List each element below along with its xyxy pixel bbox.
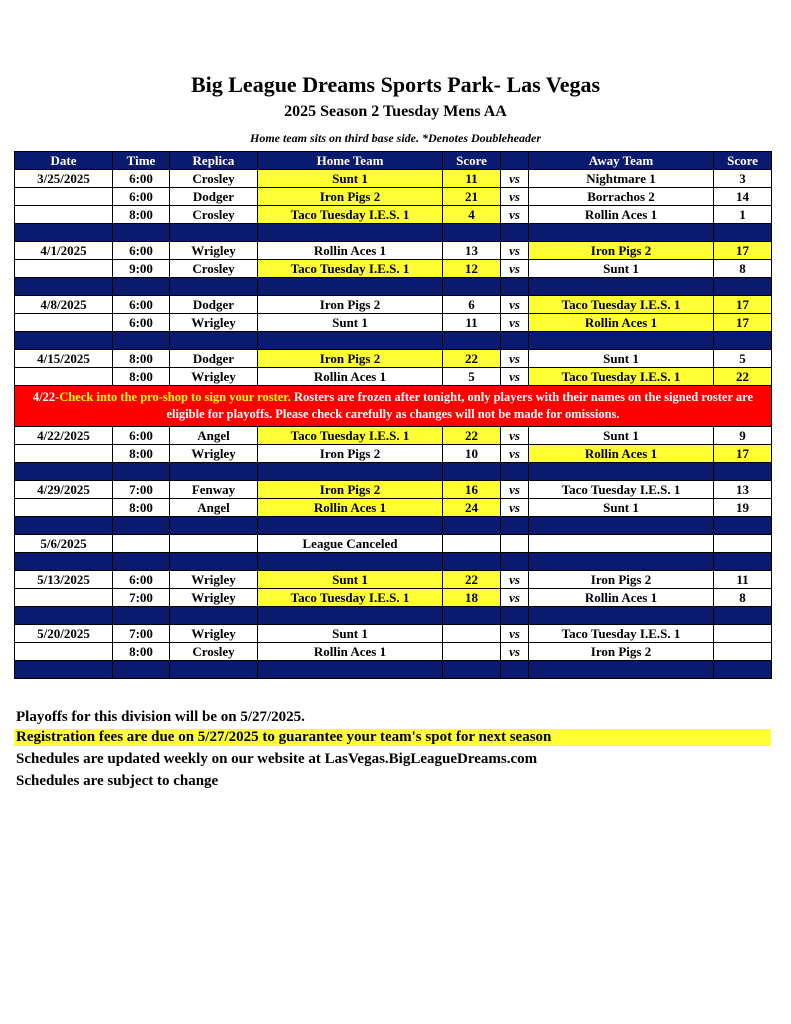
separator-cell — [501, 661, 529, 679]
separator-cell — [258, 517, 443, 535]
cell-vs: vs — [501, 350, 529, 368]
separator-cell — [258, 224, 443, 242]
cell-home-score — [443, 643, 501, 661]
cell-home-team: Rollin Aces 1 — [258, 499, 443, 517]
cell-time: 6:00 — [113, 571, 170, 589]
cell-time: 6:00 — [113, 188, 170, 206]
cell-home-team: Taco Tuesday I.E.S. 1 — [258, 206, 443, 224]
cell-date — [15, 499, 113, 517]
table-row — [15, 625, 772, 643]
table-row — [15, 242, 772, 260]
cell-date — [15, 314, 113, 332]
cell-time: 6:00 — [113, 427, 170, 445]
separator-cell — [501, 224, 529, 242]
week-separator — [15, 517, 772, 535]
cell-home-score: 22 — [443, 427, 501, 445]
cell-time: 8:00 — [113, 206, 170, 224]
separator-cell — [170, 607, 258, 625]
cell-time: 6:00 — [113, 296, 170, 314]
table-row — [15, 368, 772, 386]
cell-replica: Crosley — [170, 170, 258, 188]
table-row — [15, 445, 772, 463]
cell-vs: vs — [501, 499, 529, 517]
cell-home-score: 22 — [443, 571, 501, 589]
cell-away-score — [714, 643, 772, 661]
cell-date: 4/15/2025 — [15, 350, 113, 368]
separator-cell — [15, 224, 113, 242]
table-row — [15, 260, 772, 278]
page-title: Big League Dreams Sports Park- Las Vegas — [190, 72, 601, 97]
cell-home-score: 22 — [443, 350, 501, 368]
cell-away-score: 17 — [714, 445, 772, 463]
separator-cell — [113, 463, 170, 481]
cell-date: 4/8/2025 — [15, 296, 113, 314]
separator-cell — [529, 463, 714, 481]
cell-away-team: Rollin Aces 1 — [529, 445, 714, 463]
cell-away-score: 5 — [714, 350, 772, 368]
cell-time: 8:00 — [113, 445, 170, 463]
cell-time: 8:00 — [113, 499, 170, 517]
page-subtitle: 2025 Season 2 Tuesday Mens AA — [284, 103, 507, 120]
cell-replica: Wrigley — [170, 589, 258, 607]
separator-cell — [15, 517, 113, 535]
cell-away-score: 17 — [714, 314, 772, 332]
cell-vs: vs — [501, 260, 529, 278]
cell-date: 4/22/2025 — [15, 427, 113, 445]
separator-cell — [15, 463, 113, 481]
separator-cell — [113, 607, 170, 625]
cell-away-team: Taco Tuesday I.E.S. 1 — [529, 625, 714, 643]
week-separator — [15, 332, 772, 350]
separator-cell — [501, 463, 529, 481]
col-header-vs — [501, 152, 529, 170]
table-header-row — [15, 152, 772, 170]
cell-home-score: 16 — [443, 481, 501, 499]
cell-vs: vs — [501, 445, 529, 463]
cell-away-team: Taco Tuesday I.E.S. 1 — [529, 481, 714, 499]
table-row — [15, 188, 772, 206]
cell-time: 6:00 — [113, 314, 170, 332]
cell-replica: Wrigley — [170, 242, 258, 260]
notice-date: 4/22- — [32, 390, 60, 404]
col-header-time: Time — [113, 152, 170, 170]
separator-cell — [714, 553, 772, 571]
cell-away-score: 17 — [714, 296, 772, 314]
separator-cell — [501, 517, 529, 535]
cell-away-team: Borrachos 2 — [529, 188, 714, 206]
cell-replica: Wrigley — [170, 571, 258, 589]
separator-cell — [529, 661, 714, 679]
cell-replica — [170, 535, 258, 553]
cell-away-team: Rollin Aces 1 — [529, 314, 714, 332]
cell-away-score: 17 — [714, 242, 772, 260]
cell-vs: vs — [501, 481, 529, 499]
cell-replica: Wrigley — [170, 625, 258, 643]
separator-cell — [443, 332, 501, 350]
cell-vs: vs — [501, 571, 529, 589]
separator-cell — [714, 224, 772, 242]
week-separator — [15, 553, 772, 571]
registration-note: Registration fees are due on 5/27/2025 to guarantee your team's spot for next season — [14, 729, 771, 746]
cell-vs: vs — [501, 206, 529, 224]
cell-home-team: Iron Pigs 2 — [258, 350, 443, 368]
table-row — [15, 350, 772, 368]
table-row — [15, 571, 772, 589]
separator-cell — [258, 278, 443, 296]
cell-away-team: Nightmare 1 — [529, 170, 714, 188]
week-separator — [15, 463, 772, 481]
cell-time: 7:00 — [113, 481, 170, 499]
cell-home-team: Rollin Aces 1 — [258, 368, 443, 386]
cell-date: 4/29/2025 — [15, 481, 113, 499]
cell-replica: Fenway — [170, 481, 258, 499]
separator-cell — [15, 607, 113, 625]
cell-home-score: 11 — [443, 170, 501, 188]
separator-cell — [501, 553, 529, 571]
col-header-home-score: Score — [443, 152, 501, 170]
separator-cell — [113, 278, 170, 296]
cell-vs: vs — [501, 170, 529, 188]
table-row — [15, 499, 772, 517]
cell-home-score: 4 — [443, 206, 501, 224]
cell-date — [15, 589, 113, 607]
cell-home-score: 21 — [443, 188, 501, 206]
separator-cell — [113, 332, 170, 350]
separator-cell — [170, 661, 258, 679]
table-row — [15, 206, 772, 224]
website-note: Schedules are updated weekly on our website at LasVegas.BigLeagueDreams.com — [16, 751, 538, 767]
cell-home-score: 12 — [443, 260, 501, 278]
cell-away-team: Taco Tuesday I.E.S. 1 — [529, 296, 714, 314]
cell-away-score: 22 — [714, 368, 772, 386]
cell-away-team: Iron Pigs 2 — [529, 571, 714, 589]
cell-away-team: Sunt 1 — [529, 499, 714, 517]
separator-cell — [501, 607, 529, 625]
week-separator — [15, 278, 772, 296]
schedule-table — [14, 151, 772, 679]
cell-home-score: 13 — [443, 242, 501, 260]
cell-vs: vs — [501, 242, 529, 260]
separator-cell — [258, 661, 443, 679]
separator-cell — [113, 517, 170, 535]
cell-date — [15, 368, 113, 386]
cell-time: 8:00 — [113, 368, 170, 386]
cell-home-score: 18 — [443, 589, 501, 607]
cell-date: 4/1/2025 — [15, 242, 113, 260]
table-row — [15, 296, 772, 314]
week-separator — [15, 661, 772, 679]
cell-date — [15, 188, 113, 206]
roster-notice-row — [15, 386, 772, 427]
separator-cell — [501, 332, 529, 350]
cell-home-team: Sunt 1 — [258, 625, 443, 643]
separator-cell — [443, 278, 501, 296]
separator-cell — [714, 278, 772, 296]
cell-away-score: 19 — [714, 499, 772, 517]
separator-cell — [170, 224, 258, 242]
separator-cell — [15, 553, 113, 571]
table-row — [15, 170, 772, 188]
cell-time: 6:00 — [113, 170, 170, 188]
col-header-away-team: Away Team — [529, 152, 714, 170]
cell-home-team: Iron Pigs 2 — [258, 296, 443, 314]
change-note: Schedules are subject to change — [16, 773, 219, 789]
cell-away-score: 9 — [714, 427, 772, 445]
cell-away-score: 3 — [714, 170, 772, 188]
cell-away-score — [714, 625, 772, 643]
separator-cell — [529, 553, 714, 571]
separator-cell — [258, 553, 443, 571]
cell-replica: Crosley — [170, 643, 258, 661]
table-row — [15, 589, 772, 607]
cell-time — [113, 535, 170, 553]
separator-cell — [529, 517, 714, 535]
separator-cell — [714, 463, 772, 481]
cell-home-team: Sunt 1 — [258, 170, 443, 188]
cell-away-score — [714, 535, 772, 553]
col-header-home-team: Home Team — [258, 152, 443, 170]
cell-replica: Wrigley — [170, 445, 258, 463]
cell-replica: Dodger — [170, 188, 258, 206]
cell-replica: Crosley — [170, 260, 258, 278]
separator-cell — [170, 332, 258, 350]
cell-replica: Crosley — [170, 206, 258, 224]
cell-home-score — [443, 625, 501, 643]
cell-replica: Wrigley — [170, 314, 258, 332]
separator-cell — [15, 278, 113, 296]
cell-away-team: Iron Pigs 2 — [529, 242, 714, 260]
separator-cell — [443, 661, 501, 679]
separator-cell — [15, 661, 113, 679]
cell-away-score: 1 — [714, 206, 772, 224]
cell-home-team: Iron Pigs 2 — [258, 481, 443, 499]
cell-time: 8:00 — [113, 350, 170, 368]
table-row — [15, 427, 772, 445]
cell-date: 3/25/2025 — [15, 170, 113, 188]
cell-date — [15, 445, 113, 463]
separator-cell — [714, 332, 772, 350]
separator-cell — [501, 278, 529, 296]
cell-vs: vs — [501, 625, 529, 643]
cell-home-score: 24 — [443, 499, 501, 517]
cell-away-team: Sunt 1 — [529, 427, 714, 445]
separator-cell — [15, 332, 113, 350]
cell-home-score: 5 — [443, 368, 501, 386]
cell-home-score: 11 — [443, 314, 501, 332]
cell-date — [15, 206, 113, 224]
cell-date: 5/13/2025 — [15, 571, 113, 589]
cell-replica: Dodger — [170, 350, 258, 368]
cell-away-team: Taco Tuesday I.E.S. 1 — [529, 368, 714, 386]
separator-cell — [443, 607, 501, 625]
cell-replica: Wrigley — [170, 368, 258, 386]
separator-cell — [113, 661, 170, 679]
notice-text: Rosters are frozen after tonight, only players with their names on the signed roster are eligible for playoffs. Please check carefully as changes will not be made for omissions. — [166, 390, 754, 421]
cell-home-team: Rollin Aces 1 — [258, 643, 443, 661]
separator-cell — [258, 607, 443, 625]
cell-home-team: League Canceled — [258, 535, 443, 553]
col-header-replica: Replica — [170, 152, 258, 170]
notice-highlight: Check into the pro-shop to sign your roster. — [59, 390, 291, 404]
separator-cell — [529, 332, 714, 350]
home-team-note: Home team sits on third base side. *Denotes Doubleheader — [250, 131, 541, 145]
cell-vs: vs — [501, 368, 529, 386]
cell-home-team: Taco Tuesday I.E.S. 1 — [258, 427, 443, 445]
cell-away-team: Rollin Aces 1 — [529, 206, 714, 224]
cell-away-team: Sunt 1 — [529, 260, 714, 278]
playoffs-note: Playoffs for this division will be on 5/27/2025. — [16, 709, 305, 725]
separator-cell — [258, 332, 443, 350]
cell-replica: Angel — [170, 499, 258, 517]
table-row — [15, 481, 772, 499]
separator-cell — [443, 553, 501, 571]
table-row — [15, 314, 772, 332]
separator-cell — [113, 224, 170, 242]
cell-home-team: Iron Pigs 2 — [258, 188, 443, 206]
cell-time: 8:00 — [113, 643, 170, 661]
cell-away-score: 13 — [714, 481, 772, 499]
cell-home-team: Taco Tuesday I.E.S. 1 — [258, 589, 443, 607]
separator-cell — [443, 224, 501, 242]
cell-vs: vs — [501, 427, 529, 445]
cell-home-team: Sunt 1 — [258, 571, 443, 589]
week-separator — [15, 607, 772, 625]
separator-cell — [170, 553, 258, 571]
cell-vs: vs — [501, 643, 529, 661]
cell-away-score: 11 — [714, 571, 772, 589]
separator-cell — [714, 517, 772, 535]
cell-vs — [501, 535, 529, 553]
week-separator — [15, 224, 772, 242]
roster-notice — [15, 386, 772, 427]
cell-date — [15, 260, 113, 278]
table-row — [15, 535, 772, 553]
separator-cell — [529, 278, 714, 296]
cell-home-team: Rollin Aces 1 — [258, 242, 443, 260]
cell-date: 5/20/2025 — [15, 625, 113, 643]
cell-away-score: 14 — [714, 188, 772, 206]
separator-cell — [443, 517, 501, 535]
col-header-date: Date — [15, 152, 113, 170]
cell-away-team: Rollin Aces 1 — [529, 589, 714, 607]
cell-away-team: Sunt 1 — [529, 350, 714, 368]
cell-date: 5/6/2025 — [15, 535, 113, 553]
cell-vs: vs — [501, 188, 529, 206]
cell-home-score — [443, 535, 501, 553]
cell-away-team — [529, 535, 714, 553]
separator-cell — [170, 278, 258, 296]
separator-cell — [529, 607, 714, 625]
cell-vs: vs — [501, 589, 529, 607]
cell-time: 6:00 — [113, 242, 170, 260]
separator-cell — [529, 224, 714, 242]
separator-cell — [714, 661, 772, 679]
separator-cell — [170, 517, 258, 535]
cell-home-score: 6 — [443, 296, 501, 314]
cell-time: 7:00 — [113, 625, 170, 643]
cell-home-team: Iron Pigs 2 — [258, 445, 443, 463]
col-header-away-score: Score — [714, 152, 772, 170]
cell-home-team: Sunt 1 — [258, 314, 443, 332]
table-row — [15, 643, 772, 661]
cell-replica: Dodger — [170, 296, 258, 314]
separator-cell — [170, 463, 258, 481]
cell-away-score: 8 — [714, 589, 772, 607]
cell-home-score: 10 — [443, 445, 501, 463]
cell-home-team: Taco Tuesday I.E.S. 1 — [258, 260, 443, 278]
cell-time: 7:00 — [113, 589, 170, 607]
separator-cell — [443, 463, 501, 481]
separator-cell — [113, 553, 170, 571]
separator-cell — [714, 607, 772, 625]
cell-time: 9:00 — [113, 260, 170, 278]
cell-replica: Angel — [170, 427, 258, 445]
cell-away-team: Iron Pigs 2 — [529, 643, 714, 661]
cell-date — [15, 643, 113, 661]
cell-away-score: 8 — [714, 260, 772, 278]
cell-vs: vs — [501, 296, 529, 314]
separator-cell — [258, 463, 443, 481]
cell-vs: vs — [501, 314, 529, 332]
